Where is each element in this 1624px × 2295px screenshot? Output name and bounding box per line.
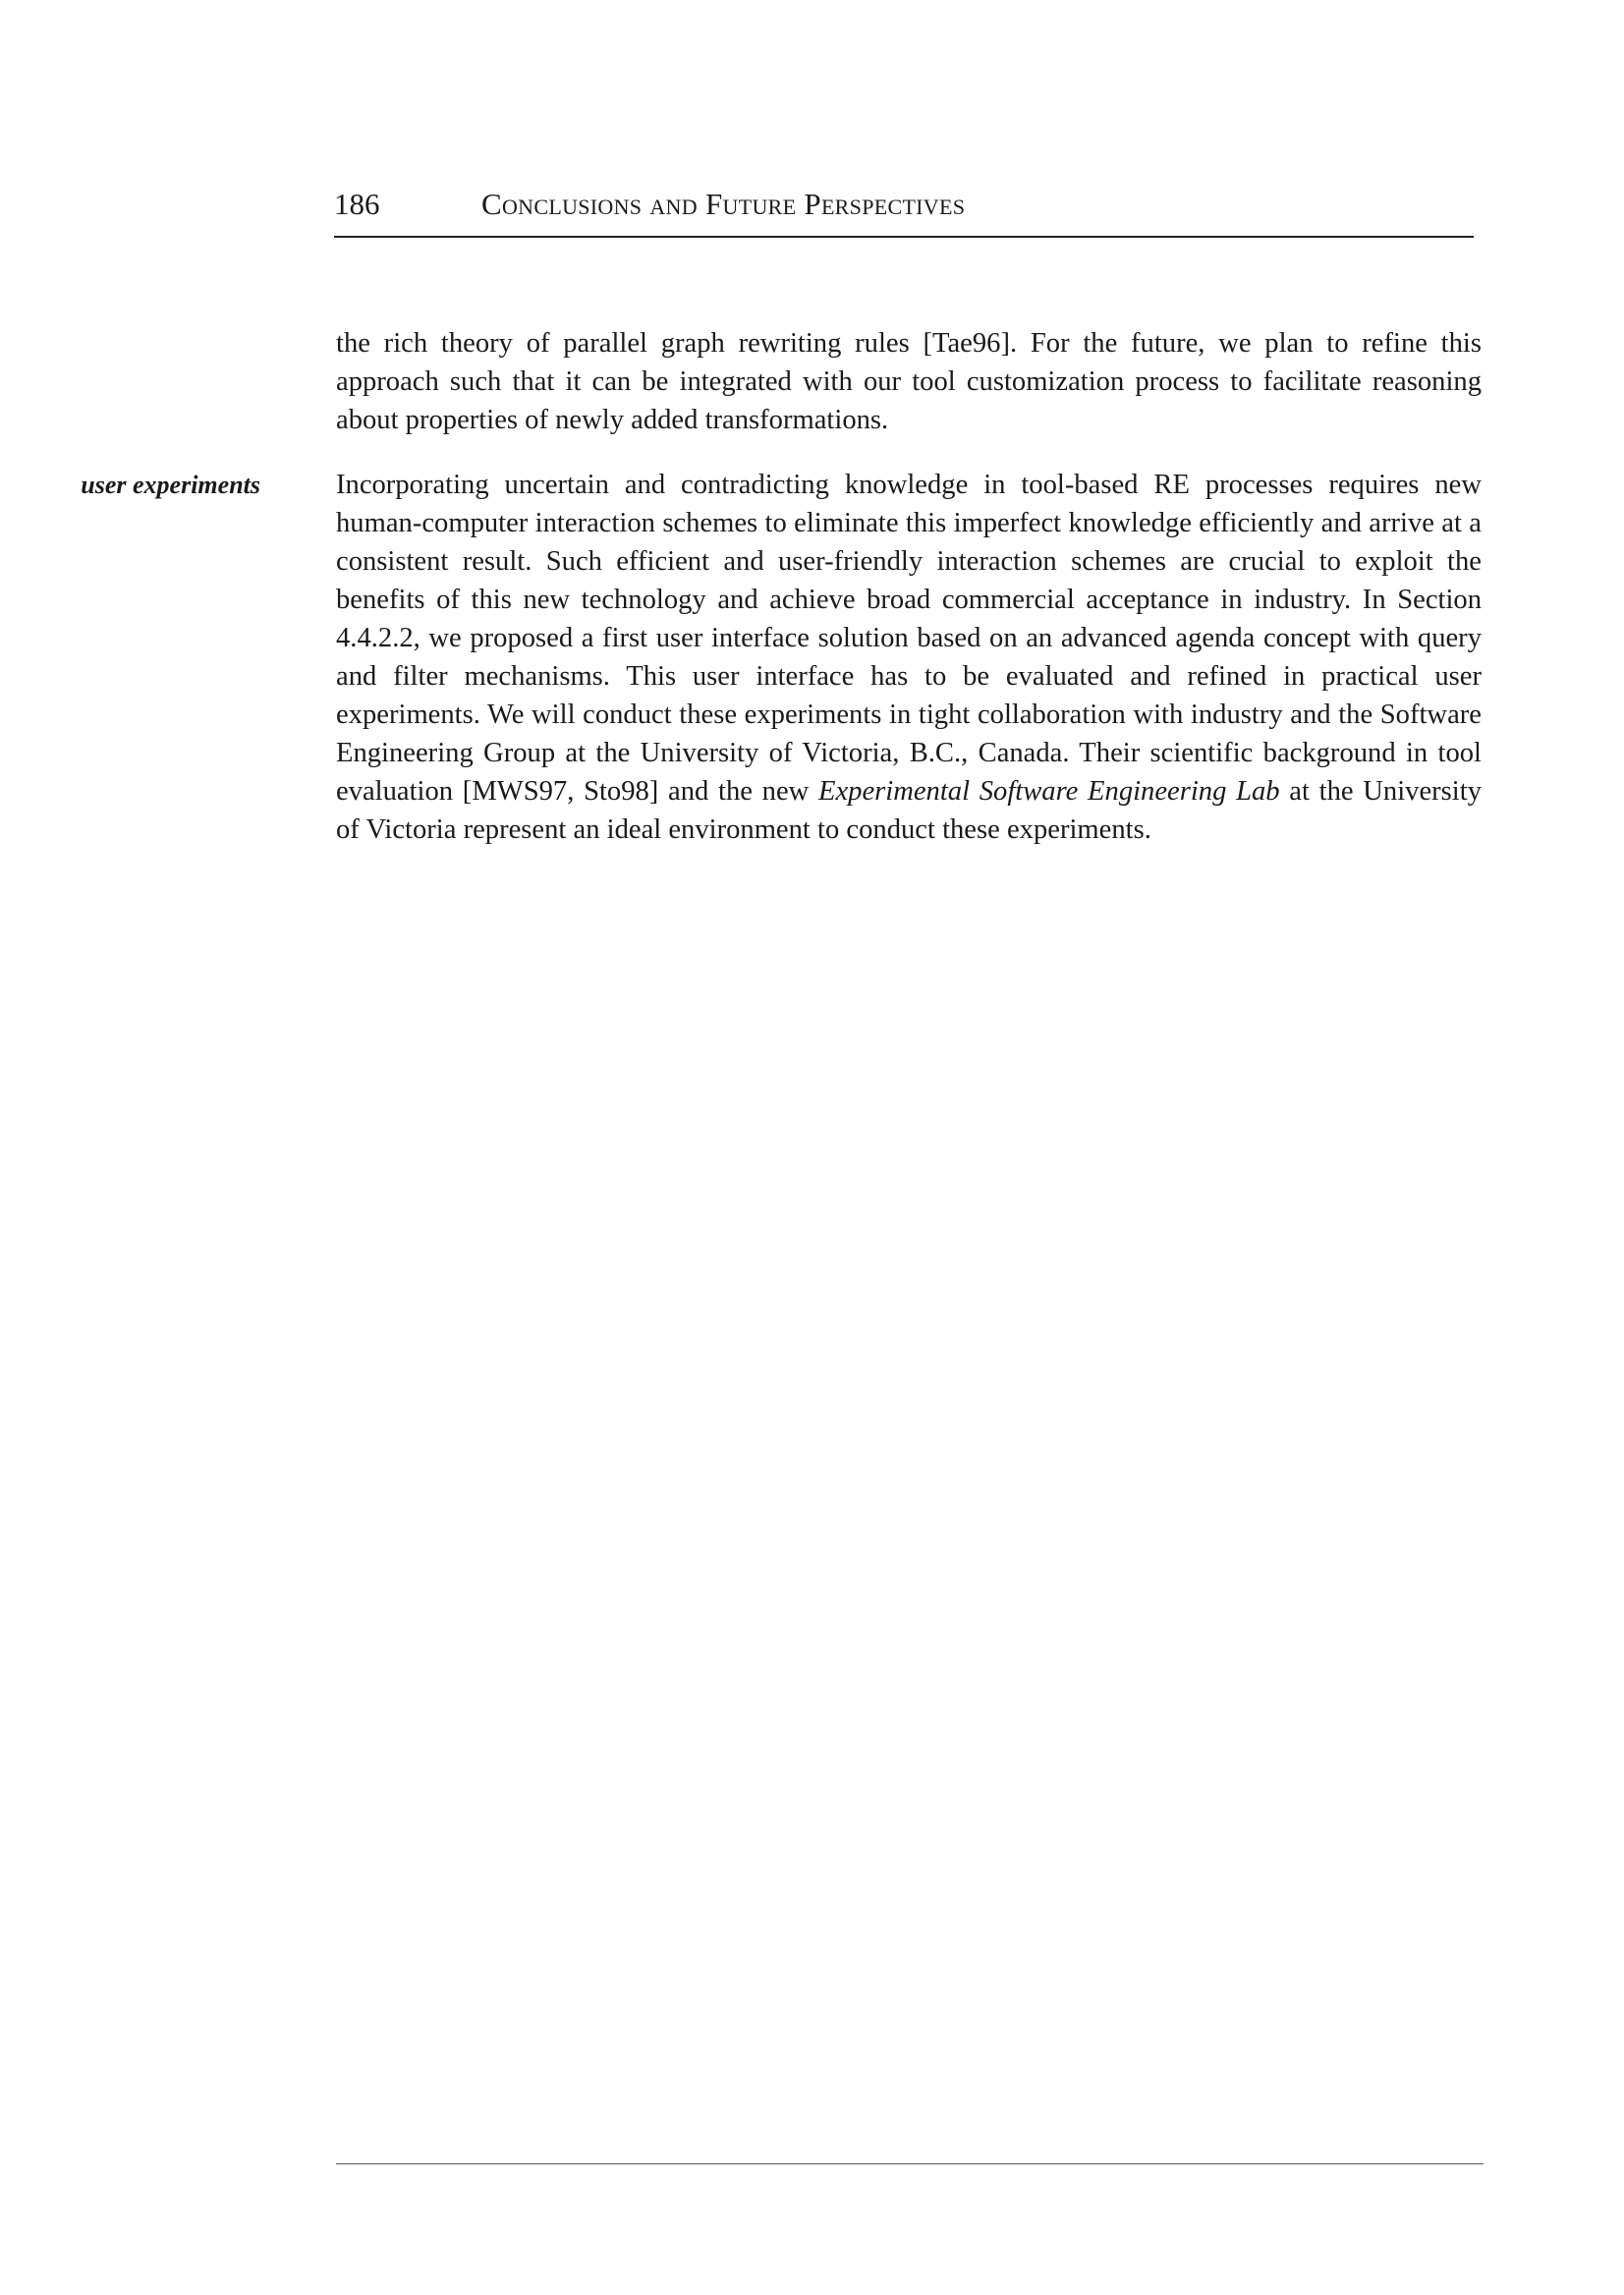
emphasis-lab-name: Experimental Software Engineering Lab	[818, 776, 1280, 807]
paragraph-text-part2: at the University of Victoria represent an ideal environment to conduct these experiments.	[336, 776, 1482, 845]
page-header	[334, 185, 1474, 238]
paragraph-graph-rewriting: the rich theory of parallel graph rewriting rules [Tae96]. For the future, we plan to refine this approach such that it can be integrated with our tool customization process to facilitate reasoning about properties of newly added transformations.	[336, 328, 1482, 435]
paragraph-text-part1: Incorporating uncertain and contradicting knowledge in tool-based RE processes requires new human-computer interaction schemes to eliminate this imperfect knowledge efficiently and arrive at a consistent result. Such efficient and user-friendly interaction schemes are crucial to exploit the benefits of this new technology and achieve broad commercial acceptance in industry. In Section 4.4.2.2, we proposed a first user interface solution based on an advanced agenda concept with query and filter mechanisms. This user interface has to be evaluated and refined in practical user experiments. We will conduct these experiments in tight collaboration with industry and the Software Engineering Group at the University of Victoria, B.C., Canada. Their scientific background in tool evaluation [MWS97, Sto98] and the new	[336, 470, 1482, 807]
paragraph-user-experiments	[336, 466, 1482, 849]
margin-note-user-experiments: user experiments	[81, 471, 260, 499]
page-number: 186	[334, 187, 380, 221]
footer-rule	[336, 2163, 1484, 2164]
running-title: Conclusions and Future Perspectives	[481, 187, 966, 221]
